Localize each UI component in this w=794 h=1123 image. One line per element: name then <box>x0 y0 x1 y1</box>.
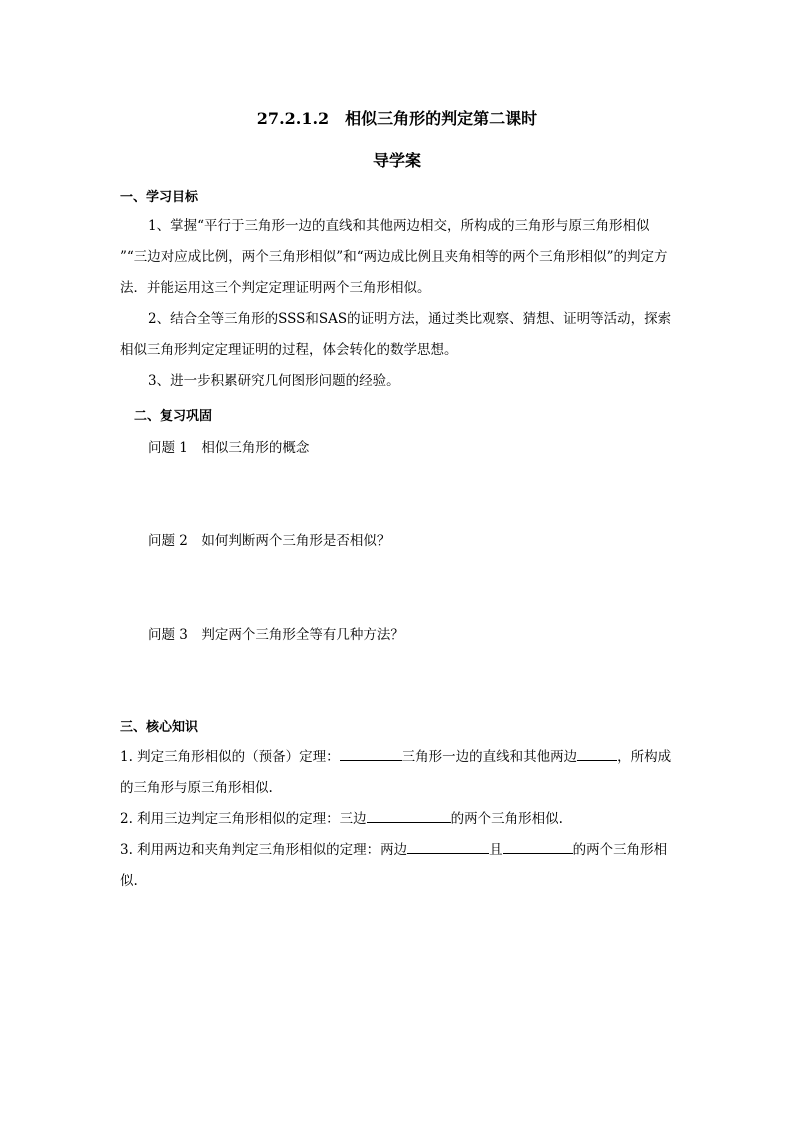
section-heading-core-knowledge: 三、核心知识 <box>120 720 199 735</box>
knowledge-item-3-text-a: 3. 利用两边和夹角判定三角形相似的定理：两边 <box>120 842 408 858</box>
fill-blank-5[interactable] <box>503 839 573 854</box>
knowledge-item-3 <box>120 835 680 897</box>
document-title: 27.2.1.2 相似三角形的判定第二课时 <box>256 109 538 128</box>
fill-blank-4[interactable] <box>407 839 489 854</box>
knowledge-item-2 <box>120 804 680 835</box>
knowledge-item-1-text-b: 三角形一边的直线和其他两边 <box>401 749 578 765</box>
section-heading-review: 二、复习巩固 <box>134 409 213 424</box>
document-subtitle: 导学案 <box>372 151 421 170</box>
review-question-2: 问题 2 如何判断两个三角形是否相似？ <box>148 533 391 549</box>
knowledge-item-2-text-b: 的两个三角形相似. <box>450 811 563 827</box>
fill-blank-3[interactable] <box>367 808 451 823</box>
knowledge-item-1-text-a: 1. 判定三角形相似的（预备）定理： <box>120 749 340 765</box>
knowledge-item-2-text-a: 2. 利用三边判定三角形相似的定理：三边 <box>120 811 367 827</box>
fill-blank-1[interactable] <box>340 746 402 761</box>
knowledge-item-3-text-c: 的两个三角形相似. <box>120 842 668 889</box>
review-question-1: 问题 1 相似三角形的概念 <box>148 440 310 456</box>
goal-item-3: 3、进一步积累研究几何图形问题的经验。 <box>148 373 400 389</box>
goal-item-1: 1、掌握“平行于三角形一边的直线和其他两边相交，所构成的三角形与原三角形相似 ”“三边对应成比例，两个三角形相似”和“两边成比例且夹角相等的两个三角形相似”的判定方法．并能运用这三个判定定理证明两个三角形相似。 <box>120 218 668 296</box>
knowledge-item-1 <box>120 742 680 804</box>
fill-blank-2[interactable] <box>577 746 617 761</box>
knowledge-item-3-text-b: 且 <box>489 842 503 858</box>
review-question-3: 问题 3 判定两个三角形全等有几种方法？ <box>148 627 404 643</box>
section-heading-learning-goals: 一、学习目标 <box>120 190 199 205</box>
knowledge-item-1-text-c: ，所构成的三角形与原三角形相似. <box>120 749 672 796</box>
goal-item-2: 2、结合全等三角形的SSS和SAS的证明方法，通过类比观察、猜想、证明等活动，探索相似三角形判定定理证明的过程，体会转化的数学思想。 <box>120 311 672 358</box>
